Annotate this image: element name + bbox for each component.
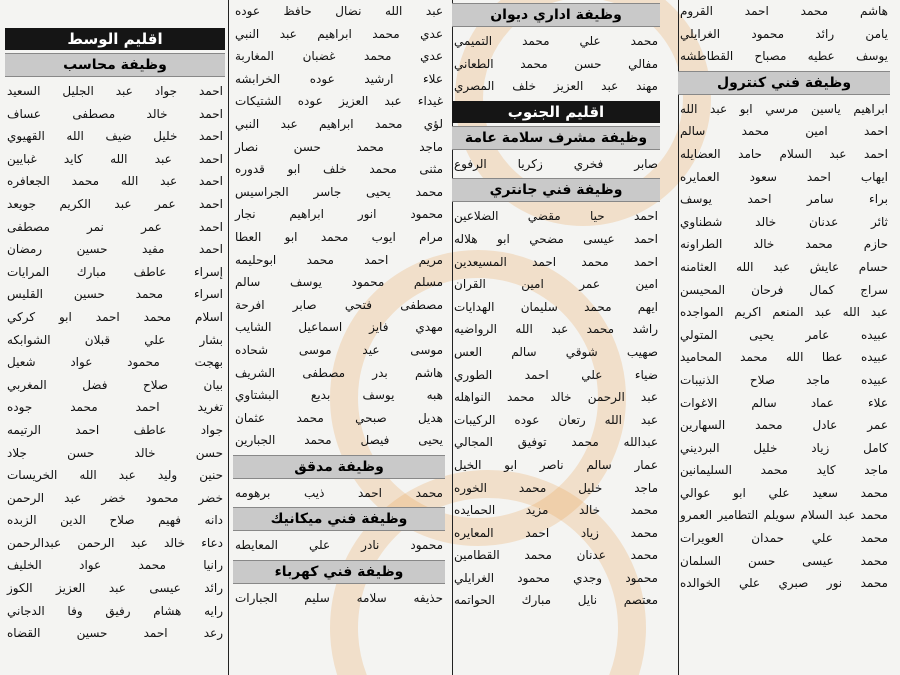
list-item: مفالي حسن محمد الطعاني	[454, 56, 658, 71]
list-item: هاشم محمد احمد القروم	[680, 4, 888, 18]
list-item: عبد الله نضال حافظ عوده	[235, 4, 443, 18]
list-item: علاء ارشيد عوده الخرابشه	[235, 71, 443, 86]
list-item: معتصم نايل مبارك الحواتمه	[454, 593, 658, 608]
section-header: وظيفة فني ميكانيك	[233, 507, 445, 531]
list-item: احمد عبد الله كايد غبايين	[7, 151, 223, 166]
list-item: محمد سعيد علي ابو عوالي	[680, 485, 888, 500]
list-item: محمد عيسى حسن السلمان	[680, 553, 888, 568]
section-header: وظيفة اداري ديوان	[452, 3, 660, 27]
list-item: حسن خالد حسن جلاد	[7, 445, 223, 460]
list-item: هديل صبحي محمد عثمان	[235, 410, 443, 425]
list-item: حذيفه سلامه سليم الجبارات	[235, 591, 443, 606]
list-item: مريم احمد محمد ابوحليمه	[235, 252, 443, 267]
list-item: ايهاب احمد سعود العمايره	[680, 169, 888, 184]
list-item: محمد عبد السلام سويلم التطامير العمرو	[680, 508, 888, 523]
section-header: وظيفة مدقق	[233, 455, 445, 479]
section-header: وظيفة مشرف سلامة عامة	[452, 126, 660, 150]
list-item: صابر فخري زكريا الرفوع	[454, 156, 658, 171]
list-item: اسلام محمد احمد ابو كركي	[7, 309, 223, 324]
section-header: وظيفة فني كنترول	[678, 71, 890, 95]
list-item: سراج كمال فرحان المحيسن	[680, 282, 888, 297]
section-header: اقليم الجنوب	[452, 101, 660, 123]
list-item: احمد حيا مقضي الضلاعين	[454, 209, 658, 224]
list-item: يامن رائد محمود الغرايلي	[680, 26, 888, 41]
column-4	[678, 0, 890, 675]
list-item: براء سامر احمد يوسف	[680, 192, 888, 207]
section-header: وظيفة فني جانتري	[452, 178, 660, 202]
list-item: احمد عيسى مضحي ابو هلاله	[454, 231, 658, 246]
section-header: وظيفة محاسب	[5, 53, 225, 77]
column-3	[452, 0, 660, 675]
list-item: ضياء علي احمد الطوري	[454, 367, 658, 382]
list-item: عبد الله رتعان عوده الركيبات	[454, 412, 658, 427]
list-item: محمود وجدي محمود الغرايلي	[454, 570, 658, 585]
list-item: محمد عدنان محمد القطامين	[454, 548, 658, 563]
list-item: عبيده عطا الله محمد المحاميد	[680, 350, 888, 365]
list-item: احمد عمر نمر مصطفى	[7, 219, 223, 234]
list-item: إسراء عاطف مبارك المرايات	[7, 264, 223, 279]
list-item: محمد يحيى جاسر الجراسيس	[235, 184, 443, 199]
list-item: ماجد خليل محمد الخوره	[454, 480, 658, 495]
list-item: دعاء خالد عبد الرحمن عبدالرحمن	[7, 535, 223, 550]
list-item: علاء عماد سالم الاغوات	[680, 395, 888, 410]
list-item: موسى عيد موسى شحاده	[235, 342, 443, 357]
section-header: اقليم الوسط	[5, 28, 225, 50]
list-item: محمد نور صبري علي الخوالده	[680, 576, 888, 591]
list-item: عبيده ماجد صلاح الذنيبات	[680, 372, 888, 387]
list-item: راشد محمد عبد الله الرواضيه	[454, 322, 658, 337]
list-item: بيان صلاح فضل المغربي	[7, 377, 223, 392]
list-item: حنين وليد عبد الله الخريسات	[7, 468, 223, 483]
list-item: احمد امين محمد سالم	[680, 124, 888, 139]
list-item: ابراهيم ياسين مرسي ابو عبد الله	[680, 101, 888, 116]
list-item: تغريد احمد محمد جوده	[7, 400, 223, 415]
list-item: احمد خالد مصطفى عساف	[7, 106, 223, 121]
list-item: محمد خالد مزيد الحمايده	[454, 503, 658, 518]
list-item: محمود انور ابراهيم نجار	[235, 207, 443, 222]
section-header: وظيفة فني كهرباء	[233, 560, 445, 584]
list-item: عبد الرحمن خالد محمد النواهله	[454, 390, 658, 405]
list-item: دانه فهيم صلاح الدين الزبده	[7, 513, 223, 528]
column-2	[233, 0, 445, 675]
list-item: احمد مفيد حسين رمضان	[7, 242, 223, 257]
list-item: رائد عيسى عبد العزيز الكوز	[7, 581, 223, 596]
column-1	[5, 0, 225, 675]
list-item: محمد علي محمد التميمي	[454, 34, 658, 48]
list-item: احمد عبد الله محمد الجعافره	[7, 174, 223, 189]
list-item: مهدي فايز اسماعيل الشايب	[235, 320, 443, 335]
list-item: عدي محمد ابراهيم عبد النبي	[235, 26, 443, 41]
list-item: ايهم محمد سليمان الهدايات	[454, 299, 658, 314]
list-item: لؤي محمد ابراهيم عبد النبي	[235, 116, 443, 131]
list-item: رعد احمد حسين القضاه	[7, 626, 223, 641]
list-item: عدي محمد غضبان المغاربة	[235, 49, 443, 64]
column-divider	[228, 0, 229, 675]
list-item: مثنى محمد خلف ابو قدوره	[235, 162, 443, 177]
list-item: محمد احمد ذيب برهومه	[235, 485, 443, 500]
list-item: خضر محمود خضر عبد الرحمن	[7, 490, 223, 505]
list-item: رايه هشام رفيق وفا الدجاني	[7, 603, 223, 618]
list-item: عمر عادل محمد السهارين	[680, 418, 888, 433]
list-item: حازم محمد خالد الطراونه	[680, 237, 888, 252]
list-item: عبيده عامر يحيى المتولي	[680, 327, 888, 342]
list-item: محمد علي حمدان العويرات	[680, 531, 888, 546]
list-item: صهيب شوقي سالم العس	[454, 344, 658, 359]
list-item: محمود نادر علي المعايطه	[235, 538, 443, 553]
list-item: اسراء محمد حسين القليس	[7, 287, 223, 302]
list-item: محمد زياد احمد المعايره	[454, 525, 658, 540]
list-item: هاشم بدر مصطفى الشريف	[235, 365, 443, 380]
list-item: ماجد كايد محمد السليمانين	[680, 463, 888, 478]
list-item: يحيى فيصل محمد الجبارين	[235, 433, 443, 448]
list-item: ثائر عدنان خالد شطناوي	[680, 214, 888, 229]
list-item: عبدالله محمد توفيق المجالي	[454, 435, 658, 450]
list-item: احمد عمر عبد الكريم جويعد	[7, 196, 223, 211]
list-item: احمد خليل ضيف الله القهيوي	[7, 129, 223, 144]
list-item: عبد الله عبد المنعم اكريم المواجده	[680, 305, 888, 320]
list-item: امين عمر امين القران	[454, 277, 658, 292]
list-item: رانيا محمد عواد الخليف	[7, 558, 223, 573]
list-item: حسام عايش عبد الله العثامنه	[680, 259, 888, 274]
list-item: مهند عبد العزيز خلف المصري	[454, 79, 658, 94]
list-item: يوسف عطيه مصباح القطاطشه	[680, 49, 888, 64]
list-item: احمد عبد السلام حامد العضايله	[680, 146, 888, 161]
list-item: جواد عاطف احمد الرتيمه	[7, 422, 223, 437]
list-item: ماجد محمد حسن نصار	[235, 139, 443, 154]
list-item: مسلم محمود يوسف سالم	[235, 275, 443, 290]
list-item: كامل زياد خليل البرديني	[680, 440, 888, 455]
list-item: هبه يوسف بديع البشتاوي	[235, 388, 443, 403]
list-item: مصطفى فتحي صابر افرحة	[235, 297, 443, 312]
list-item: احمد جواد عبد الجليل السعيد	[7, 84, 223, 98]
list-item: غيداء عبد العزيز عوده الشتيكات	[235, 94, 443, 109]
list-item: بهجت محمود عواد شعيل	[7, 355, 223, 370]
list-item: مرام ايوب محمد ابو العطا	[235, 229, 443, 244]
list-item: بشار علي قبلان الشوابكه	[7, 332, 223, 347]
list-item: عمار سالم ناصر ابو الخيل	[454, 457, 658, 472]
list-item: احمد محمد احمد المسيعدين	[454, 254, 658, 269]
